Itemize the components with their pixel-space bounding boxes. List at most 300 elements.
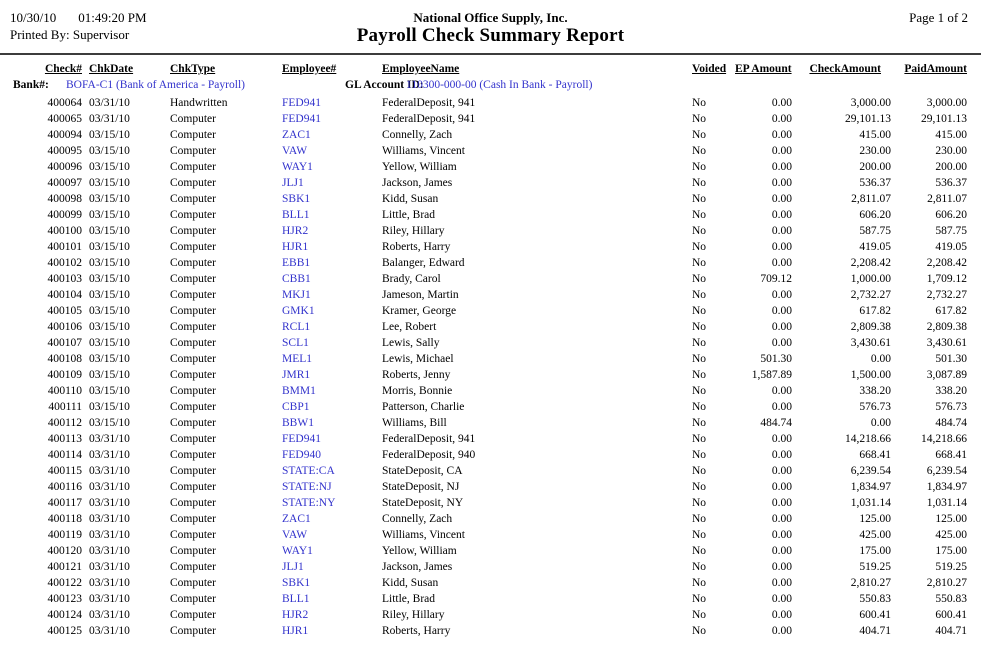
cell-chk-date: 03/31/10 [89,609,130,621]
cell-employee-number[interactable]: JLJ1 [282,177,304,189]
cell-voided: No [692,369,707,381]
cell-check-number: 400120 [47,545,82,557]
cell-check-number: 400096 [47,161,82,173]
cell-chk-type: Computer [170,145,216,157]
table-row [0,319,981,335]
cell-employee-name: StateDeposit, CA [382,465,463,477]
cell-ep-amount: 1,587.89 [751,369,792,381]
cell-check-amount: 29,101.13 [845,113,891,125]
cell-check-number: 400103 [47,273,82,285]
cell-chk-date: 03/31/10 [89,529,130,541]
cell-check-number: 400122 [47,577,82,589]
cell-check-amount: 1,500.00 [850,369,891,381]
cell-employee-name: Brady, Carol [382,273,441,285]
bank-value-link[interactable]: BOFA-C1 (Bank of America - Payroll) [66,79,245,91]
cell-check-number: 400111 [48,401,82,413]
cell-ep-amount: 0.00 [771,513,792,525]
cell-chk-date: 03/31/10 [89,449,130,461]
cell-employee-name: Yellow, William [382,545,457,557]
cell-check-amount: 576.73 [859,401,891,413]
cell-check-amount: 550.83 [859,593,891,605]
column-header-chk-date: ChkDate [89,63,134,75]
cell-employee-number[interactable]: MKJ1 [282,289,311,301]
column-header-employee-name: EmployeeName [382,63,460,75]
cell-employee-name: Little, Brad [382,209,436,221]
cell-ep-amount: 0.00 [771,481,792,493]
table-row [0,399,981,415]
cell-employee-number[interactable]: SBK1 [282,193,311,205]
cell-ep-amount: 0.00 [771,609,792,621]
cell-chk-date: 03/31/10 [89,625,130,637]
cell-chk-type: Computer [170,449,216,461]
cell-check-amount: 668.41 [859,449,891,461]
cell-check-amount: 2,732.27 [850,289,891,301]
cell-employee-name: Morris, Bonnie [382,385,453,397]
cell-employee-name: Lee, Robert [382,321,437,333]
cell-check-number: 400116 [47,481,82,493]
cell-chk-type: Computer [170,129,216,141]
cell-ep-amount: 0.00 [771,529,792,541]
cell-chk-type: Computer [170,353,216,365]
cell-voided: No [692,417,707,429]
cell-chk-date: 03/31/10 [89,577,130,589]
cell-chk-date: 03/15/10 [89,145,130,157]
cell-chk-type: Computer [170,305,216,317]
cell-check-number: 400100 [47,225,82,237]
cell-chk-date: 03/15/10 [89,257,130,269]
table-row [0,239,981,255]
cell-voided: No [692,129,707,141]
cell-chk-date: 03/31/10 [89,113,130,125]
cell-employee-name: Jackson, James [382,177,453,189]
cell-employee-name: Jameson, Martin [382,289,459,301]
cell-chk-date: 03/15/10 [89,353,130,365]
cell-employee-number[interactable]: BLL1 [282,209,310,221]
cell-employee-name: Roberts, Harry [382,241,451,253]
cell-employee-number[interactable]: EBB1 [282,257,311,269]
cell-check-amount: 338.20 [859,385,891,397]
cell-employee-number[interactable]: FED941 [282,97,321,109]
cell-ep-amount: 0.00 [771,401,792,413]
cell-ep-amount: 0.00 [771,625,792,637]
cell-employee-number[interactable]: BBW1 [282,417,314,429]
cell-voided: No [692,593,707,605]
cell-check-number: 400110 [47,385,82,397]
cell-voided: No [692,273,707,285]
cell-chk-date: 03/15/10 [89,129,130,141]
cell-check-number: 400099 [47,209,82,221]
cell-chk-type: Computer [170,593,216,605]
cell-ep-amount: 0.00 [771,545,792,557]
cell-voided: No [692,97,707,109]
cell-paid-amount: 576.73 [935,401,967,413]
cell-chk-date: 03/15/10 [89,401,130,413]
cell-employee-name: Roberts, Jenny [382,369,451,381]
cell-employee-number[interactable]: VAW [282,145,308,157]
table-row [0,271,981,287]
cell-check-number: 400106 [47,321,82,333]
cell-check-number: 400105 [47,305,82,317]
cell-voided: No [692,625,707,637]
cell-voided: No [692,257,707,269]
cell-ep-amount: 0.00 [771,257,792,269]
cell-check-number: 400118 [47,513,82,525]
cell-chk-type: Computer [170,369,216,381]
cell-employee-number[interactable]: JLJ1 [282,561,304,573]
table-row [0,367,981,383]
print-time: 01:49:20 PM [78,10,147,25]
cell-chk-date: 03/15/10 [89,369,130,381]
cell-ep-amount: 709.12 [760,273,792,285]
cell-chk-type: Computer [170,177,216,189]
column-header-ep-amount: EP Amount [735,63,792,75]
column-header-chk-type: ChkType [170,63,216,75]
cell-check-amount: 175.00 [859,545,891,557]
cell-employee-name: StateDeposit, NY [382,497,464,509]
cell-ep-amount: 0.00 [771,577,792,589]
cell-employee-name: Jackson, James [382,561,453,573]
cell-chk-date: 03/15/10 [89,337,130,349]
cell-paid-amount: 404.71 [935,625,967,637]
cell-employee-name: Lewis, Sally [382,337,440,349]
cell-voided: No [692,497,707,509]
cell-employee-name: Patterson, Charlie [382,401,465,413]
cell-chk-type: Computer [170,113,216,125]
printed-by: Printed By: Supervisor [10,27,130,42]
table-row [0,543,981,559]
cell-employee-number[interactable]: FED940 [282,449,321,461]
cell-employee-name: FederalDeposit, 941 [382,433,476,445]
cell-paid-amount: 200.00 [935,161,967,173]
cell-employee-number[interactable]: BLL1 [282,593,310,605]
column-header-paid-amount: PaidAmount [904,63,967,75]
cell-employee-number[interactable]: VAW [282,529,308,541]
cell-ep-amount: 501.30 [760,353,792,365]
cell-chk-date: 03/15/10 [89,289,130,301]
cell-chk-date: 03/15/10 [89,225,130,237]
cell-voided: No [692,337,707,349]
table-row [0,495,981,511]
cell-employee-number[interactable]: SBK1 [282,577,311,589]
cell-paid-amount: 606.20 [935,209,967,221]
cell-check-amount: 0.00 [870,417,891,429]
cell-chk-date: 03/15/10 [89,177,130,189]
cell-check-amount: 125.00 [859,513,891,525]
cell-check-amount: 419.05 [859,241,891,253]
cell-employee-name: Little, Brad [382,593,436,605]
table-row [0,143,981,159]
cell-employee-number[interactable]: JMR1 [282,369,311,381]
cell-chk-type: Computer [170,401,216,413]
cell-employee-number[interactable]: STATE:NY [282,497,336,509]
cell-voided: No [692,161,707,173]
column-header-check-number: Check# [44,63,82,75]
cell-ep-amount: 0.00 [771,129,792,141]
cell-check-amount: 2,811.07 [851,193,891,205]
cell-employee-number[interactable]: FED941 [282,113,321,125]
table-row [0,335,981,351]
gl-account-value-link[interactable]: 110300-000-00 (Cash In Bank - Payroll) [406,79,593,91]
cell-voided: No [692,433,707,445]
cell-chk-type: Computer [170,513,216,525]
cell-voided: No [692,145,707,157]
cell-chk-date: 03/15/10 [89,161,130,173]
cell-employee-name: Yellow, William [382,161,457,173]
cell-employee-name: Williams, Vincent [382,529,465,541]
cell-ep-amount: 0.00 [771,305,792,317]
cell-check-amount: 404.71 [859,625,891,637]
table-row [0,607,981,623]
cell-voided: No [692,609,707,621]
cell-chk-type: Computer [170,209,216,221]
cell-check-number: 400108 [47,353,82,365]
cell-employee-number[interactable]: WAY1 [282,161,313,173]
table-row [0,127,981,143]
cell-chk-date: 03/15/10 [89,385,130,397]
cell-voided: No [692,465,707,477]
table-row [0,207,981,223]
cell-employee-name: FederalDeposit, 941 [382,97,476,109]
cell-check-amount: 415.00 [859,129,891,141]
cell-employee-name: FederalDeposit, 941 [382,113,476,125]
cell-ep-amount: 0.00 [771,561,792,573]
cell-check-number: 400094 [47,129,82,141]
cell-chk-type: Computer [170,241,216,253]
cell-check-amount: 200.00 [859,161,891,173]
cell-paid-amount: 3,430.61 [926,337,967,349]
cell-ep-amount: 0.00 [771,449,792,461]
cell-chk-type: Computer [170,289,216,301]
table-row [0,159,981,175]
cell-check-amount: 230.00 [859,145,891,157]
table-row [0,111,981,127]
cell-voided: No [692,305,707,317]
table-row [0,479,981,495]
cell-chk-type: Computer [170,257,216,269]
cell-check-amount: 1,000.00 [850,273,891,285]
cell-employee-name: Roberts, Harry [382,625,451,637]
cell-chk-date: 03/31/10 [89,433,130,445]
cell-chk-type: Computer [170,225,216,237]
cell-chk-type: Computer [170,161,216,173]
cell-check-number: 400065 [47,113,82,125]
cell-check-amount: 6,239.54 [850,465,891,477]
cell-employee-name: Williams, Bill [382,417,447,429]
table-row [0,527,981,543]
cell-chk-date: 03/31/10 [89,545,130,557]
cell-employee-number[interactable]: BMM1 [282,385,316,397]
table-row [0,559,981,575]
cell-check-amount: 3,430.61 [850,337,891,349]
cell-chk-type: Computer [170,545,216,557]
cell-paid-amount: 14,218.66 [921,433,967,445]
cell-check-amount: 1,834.97 [850,481,891,493]
cell-check-amount: 2,810.27 [850,577,891,589]
cell-ep-amount: 0.00 [771,161,792,173]
cell-chk-date: 03/15/10 [89,321,130,333]
cell-employee-number[interactable]: MEL1 [282,353,313,365]
cell-voided: No [692,225,707,237]
cell-chk-date: 03/31/10 [89,481,130,493]
cell-employee-number[interactable]: HJR2 [282,225,309,237]
header-divider [0,53,981,55]
cell-ep-amount: 0.00 [771,113,792,125]
cell-chk-date: 03/15/10 [89,241,130,253]
cell-employee-name: StateDeposit, NJ [382,481,460,493]
cell-ep-amount: 0.00 [771,497,792,509]
table-row [0,255,981,271]
bank-group-row [0,78,981,94]
cell-voided: No [692,561,707,573]
cell-check-number: 400121 [47,561,82,573]
cell-voided: No [692,209,707,221]
cell-voided: No [692,529,707,541]
cell-employee-number[interactable]: RCL1 [282,321,311,333]
cell-paid-amount: 501.30 [935,353,967,365]
cell-employee-number[interactable]: ZAC1 [282,513,311,525]
table-row [0,95,981,111]
cell-voided: No [692,113,707,125]
cell-paid-amount: 600.41 [935,609,967,621]
cell-check-number: 400104 [47,289,82,301]
cell-chk-date: 03/31/10 [89,97,130,109]
bank-label: Bank#: [13,79,49,91]
table-row [0,623,981,639]
cell-chk-type: Computer [170,529,216,541]
cell-voided: No [692,385,707,397]
cell-check-amount: 1,031.14 [850,497,891,509]
cell-check-amount: 606.20 [859,209,891,221]
cell-voided: No [692,481,707,493]
cell-check-number: 400107 [47,337,82,349]
table-row [0,351,981,367]
cell-paid-amount: 617.82 [935,305,967,317]
table-header-row [0,62,981,77]
cell-chk-type: Computer [170,481,216,493]
cell-chk-type: Computer [170,417,216,429]
cell-check-number: 400101 [47,241,82,253]
column-header-check-amount: CheckAmount [809,63,881,75]
cell-check-number: 400124 [47,609,82,621]
cell-check-number: 400097 [47,177,82,189]
cell-paid-amount: 425.00 [935,529,967,541]
cell-employee-name: Williams, Vincent [382,145,465,157]
table-row [0,415,981,431]
cell-ep-amount: 0.00 [771,385,792,397]
cell-employee-number[interactable]: FED941 [282,433,321,445]
cell-employee-name: Balanger, Edward [382,257,465,269]
cell-check-amount: 2,809.38 [850,321,891,333]
cell-ep-amount: 0.00 [771,145,792,157]
cell-chk-type: Computer [170,577,216,589]
cell-employee-number[interactable]: STATE:NJ [282,481,332,493]
cell-paid-amount: 175.00 [935,545,967,557]
cell-check-number: 400109 [47,369,82,381]
table-row [0,511,981,527]
cell-paid-amount: 419.05 [935,241,967,253]
table-row [0,287,981,303]
cell-ep-amount: 0.00 [771,321,792,333]
cell-ep-amount: 0.00 [771,593,792,605]
cell-employee-number[interactable]: GMK1 [282,305,315,317]
cell-employee-name: Connelly, Zach [382,513,453,525]
cell-chk-type: Computer [170,385,216,397]
cell-employee-number[interactable]: SCL1 [282,337,309,349]
cell-employee-number[interactable]: WAY1 [282,545,313,557]
cell-check-number: 400125 [47,625,82,637]
cell-chk-date: 03/15/10 [89,273,130,285]
table-row [0,175,981,191]
cell-voided: No [692,449,707,461]
cell-voided: No [692,177,707,189]
cell-chk-type: Computer [170,561,216,573]
cell-voided: No [692,321,707,333]
cell-paid-amount: 519.25 [935,561,967,573]
cell-ep-amount: 0.00 [771,241,792,253]
cell-employee-name: Kidd, Susan [382,577,439,589]
cell-paid-amount: 125.00 [935,513,967,525]
table-row [0,191,981,207]
cell-employee-number[interactable]: ZAC1 [282,129,311,141]
cell-ep-amount: 0.00 [771,209,792,221]
cell-paid-amount: 484.74 [935,417,967,429]
cell-ep-amount: 0.00 [771,225,792,237]
cell-check-amount: 600.41 [859,609,891,621]
cell-chk-date: 03/31/10 [89,593,130,605]
cell-chk-date: 03/15/10 [89,209,130,221]
cell-paid-amount: 29,101.13 [921,113,967,125]
cell-voided: No [692,545,707,557]
cell-employee-number[interactable]: HJR1 [282,625,309,637]
table-row [0,383,981,399]
cell-employee-number[interactable]: CBB1 [282,273,311,285]
cell-chk-date: 03/31/10 [89,561,130,573]
cell-employee-number[interactable]: CBP1 [282,401,310,413]
cell-employee-number[interactable]: HJR2 [282,609,309,621]
cell-employee-number[interactable]: STATE:CA [282,465,335,477]
cell-chk-date: 03/31/10 [89,513,130,525]
cell-ep-amount: 0.00 [771,193,792,205]
cell-voided: No [692,401,707,413]
cell-check-number: 400102 [47,257,82,269]
cell-chk-type: Computer [170,497,216,509]
cell-chk-date: 03/15/10 [89,193,130,205]
table-row [0,431,981,447]
cell-paid-amount: 338.20 [935,385,967,397]
cell-paid-amount: 2,811.07 [927,193,967,205]
cell-paid-amount: 2,809.38 [926,321,967,333]
cell-chk-date: 03/15/10 [89,305,130,317]
table-row [0,463,981,479]
cell-paid-amount: 587.75 [935,225,967,237]
cell-employee-name: Kidd, Susan [382,193,439,205]
cell-ep-amount: 484.74 [760,417,792,429]
company-name: National Office Supply, Inc. [413,10,568,25]
cell-employee-name: Lewis, Michael [382,353,454,365]
cell-chk-type: Computer [170,465,216,477]
cell-check-number: 400112 [47,417,82,429]
column-header-voided: Voided [692,63,727,75]
cell-check-amount: 425.00 [859,529,891,541]
cell-paid-amount: 2,810.27 [926,577,967,589]
cell-chk-type: Computer [170,337,216,349]
report-title: Payroll Check Summary Report [356,25,625,46]
cell-employee-number[interactable]: HJR1 [282,241,309,253]
cell-check-amount: 536.37 [859,177,891,189]
cell-check-number: 400098 [47,193,82,205]
cell-ep-amount: 0.00 [771,465,792,477]
table-body [0,95,981,639]
